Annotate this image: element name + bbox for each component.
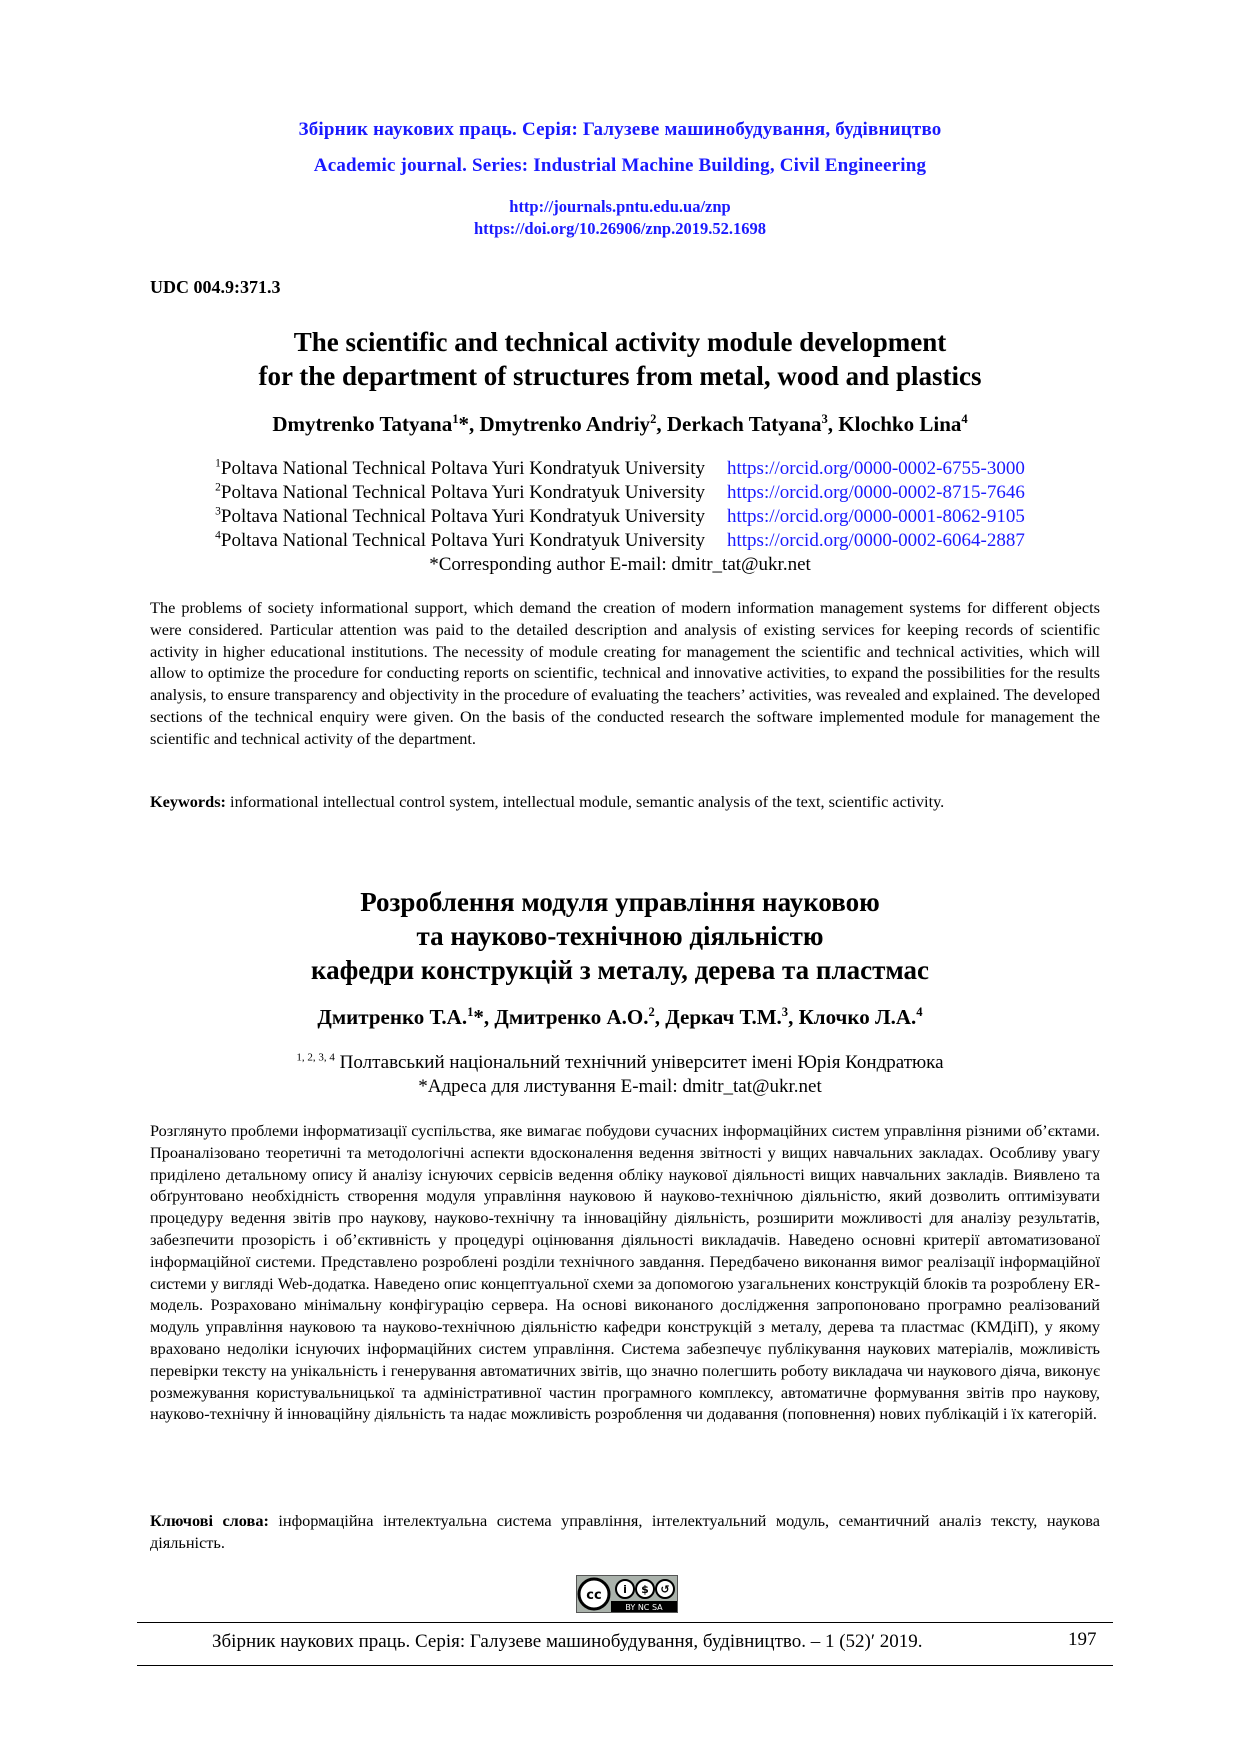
cc-by-nc-sa-icon[interactable] [576,1575,678,1613]
udc-code: UDC 004.9:371.3 [150,277,281,297]
corresponding-author: *Адреса для листування E-mail: dmitr_tat@ukr.net [418,1076,822,1097]
journal-title-en: Academic journal. Series: Industrial Machine Building, Civil Engineering [313,155,927,176]
affiliation-row: $^3$Poltava National Technical Poltava Yuri Kondratyuk University https://orcid.org/0000-0001-8062-9105 [215,505,1025,527]
footer-divider-top [137,1622,1113,1623]
corresponding-author: *Corresponding author E-mail: dmitr_tat@ukr.net [429,554,811,575]
keywords-en [150,791,1100,813]
authors-ua [0,1005,1240,1030]
authors-en [0,412,1240,437]
keywords-text: інформаційна інтелектуальна система управління, інтелектуальний модуль, семантичний аналіз тексту, наукова діяльність. [150,1511,1101,1552]
affiliation-row: $^4$Poltava National Technical Poltava Yuri Kondratyuk University https://orcid.org/0000-0002-6064-2887 [215,529,1025,551]
affiliations-en [0,457,1240,577]
paper-title-en [0,325,1240,393]
author: Derkach Tatyana$^3$, [666,412,839,436]
author: Дмитренко Т.А.$^1$*, [317,1005,495,1029]
affiliations-ua [0,1051,1240,1099]
journal-title-ua: Збірник наукових праць. Серія: Галузеве машинобудування, будівництво [298,119,942,140]
title-line: кафедри конструкцій з металу, дерева та пластмас [310,955,930,985]
affiliation-row: $^2$Poltava National Technical Poltava Yuri Kondratyuk University https://orcid.org/0000-0002-8715-7646 [215,481,1025,503]
title-line: The scientific and technical activity module development [293,327,947,357]
paper-title-ua [0,885,1240,987]
orcid-link[interactable]: https://orcid.org/0000-0002-6064-2887 [727,530,1025,551]
title-line: for the department of structures from metal, wood and plastics [258,361,982,391]
author: Klochko Lina$^4$ [838,412,968,436]
affiliation-row: $^1$Poltava National Technical Poltava Yuri Kondratyuk University https://orcid.org/0000-0002-6755-3000 [215,457,1025,479]
footer-divider-bottom [137,1665,1113,1666]
keywords-label: Ключові слова: [150,1511,269,1530]
author: Деркач Т.М.$^3$, [665,1005,799,1029]
svg-text:↺: ↺ [660,1583,670,1596]
affiliation-row: $^{1, 2, 3, 4}$ Полтавський національний технічний університет імені Юрія Кондратюка [296,1051,944,1073]
title-line: Розроблення модуля управління науковою [360,887,880,917]
svg-text:i: i [623,1583,627,1596]
author: Dmytrenko Andriy$^2$, [479,412,667,436]
orcid-link[interactable]: https://orcid.org/0000-0001-8062-9105 [727,506,1025,527]
keywords-ua [150,1510,1100,1554]
title-line: та науково-технічною діяльністю [416,921,824,951]
keywords-text: informational intellectual control system, intellectual module, semantic analysis of the text, scientific activity. [225,792,945,811]
abstract-en: The problems of society informational support, which demand the creation of modern information management systems for different objects were considered. Particular attention was paid to the detailed description and analysis of existing services for keeping records of scientific activity in higher educational institutions. The necessity of module creating for management the scientific and technical activities, which will allow to optimize the procedure for conducting reports on scientific, technical and innovative activities, to expand the possibilities for the results analysis, to ensure transparency and objectivity in the procedure of evaluating the teachers’ activities, was revealed and explained. The developed sections of the technical enquiry were given. On the basis of the conducted research the software implemented module for management the scientific and technical activity of the department. [150,598,1100,748]
orcid-link[interactable]: https://orcid.org/0000-0002-8715-7646 [727,482,1025,503]
svg-text:BY NC SA: BY NC SA [625,1603,663,1612]
author: Dmytrenko Tatyana$^1$*, [272,412,480,436]
author: Дмитренко А.О.$^2$, [494,1005,666,1029]
footer-citation: Збірник наукових праць. Серія: Галузеве машинобудування, будівництво. – 1 (52)′ 2019. [212,1631,923,1652]
orcid-link[interactable]: https://orcid.org/0000-0002-6755-3000 [727,458,1025,479]
page-number: 197 [1068,1629,1097,1650]
doi-link[interactable]: https://doi.org/10.26906/znp.2019.52.1698 [474,219,766,238]
keywords-label: Keywords: [150,792,226,811]
abstract-ua: Розглянуто проблеми інформатизації суспільства, яке вимагає побудови сучасних інформаційних систем управління різними об’єктами. Проаналізовано теоретичні та методологічні аспекти вдосконалення ведення звітності у вищих навчальних закладах. Особливу увагу приділено детальному опису й аналізу існуючих сервісів ведення обліку наукової діяльності вищих навчальних закладів. Виявлено та обґрунтовано необхідність створення модуля управління науковою й науково-технічною діяльністю, який дозволить оптимізувати процедуру ведення звітів про наукову, науково-технічну та інноваційну діяльність, розширити можливості для аналізу результатів, забезпечити прозорість і об’єктивність у процедурі оцінювання діяльності викладачів. Наведено основні критерії автоматизованої інформаційної системи. Представлено розроблені розділи технічного завдання. Передбачено виконання вимог реалізації інформаційної системи у вигляді Web-додатка. Наведено опис концептуальної схеми за допомогою узагальнених конструкцій блоків та розроблену ER-модель. Розраховано мінімальну конфігурацію сервера. На основі виконаного дослідження запропоновано програмно реалізований модуль управління науковою та науково-технічною діяльністю кафедри конструкцій з металу, дерева та пластмас (КМДіП), у якому враховано недоліки існуючих інформаційних систем управління. Система забезпечує публікування наукових матеріалів, можливість перевірки тексту на унікальність і генерування автоматичних звітів, що значно полегшить роботу викладача чи наукового діяча, виконує розмежування користувальницької та адміністративної частин програмного комплексу, автоматичне формування звітів про наукову, науково-технічну й інноваційну діяльність та надає можливість розроблення чи додавання (поповнення) нових публікацій і їх категорій. [150,1121,1100,1424]
author: Клочко Л.А.$^4$ [798,1005,923,1029]
journal-url-link[interactable]: http://journals.pntu.edu.ua/znp [509,197,731,216]
svg-text:$: $ [641,1583,649,1596]
svg-text:cc: cc [586,1588,602,1603]
